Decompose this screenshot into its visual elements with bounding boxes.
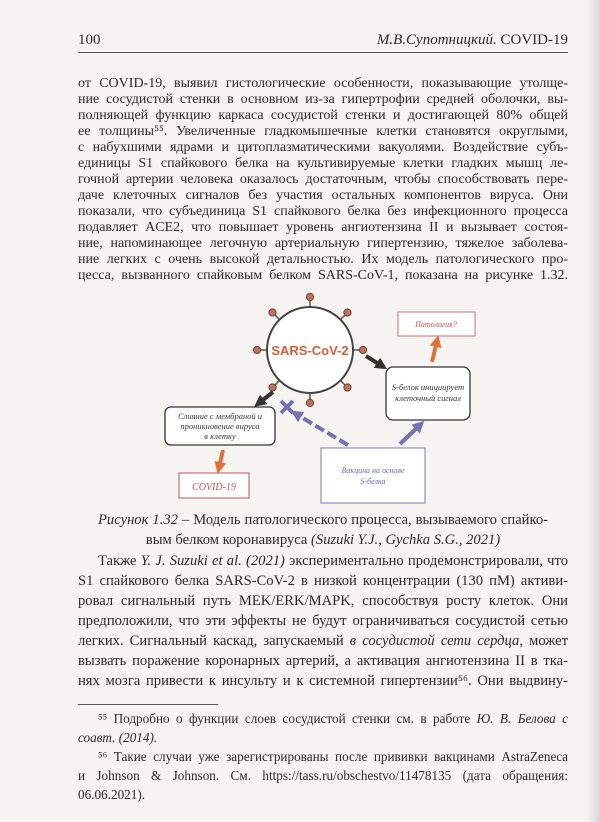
box-fusion-line-1: Слияние с мембраной и	[177, 411, 263, 421]
text: с набухшими ядрами и цитоплазматическими вакуолями. Воздействие субъ-	[78, 140, 568, 155]
text: S1 спайкового белка SARS-CoV-2 в низкой концентрации (130 пМ) активи-	[78, 573, 568, 589]
text: ⁵⁶ Такие случаи уже зарегистрированы после прививки вакцинами AstraZeneca	[98, 749, 568, 764]
arrow-vaccine-to-signal	[400, 425, 420, 444]
text-line	[78, 571, 568, 591]
italic-text: в сосудистой сети сердца	[349, 633, 520, 649]
text: экспериментально продемонстрировали, что	[284, 553, 568, 569]
spike-head	[344, 309, 351, 316]
text-line	[78, 591, 568, 611]
text: цесса, вызванного спайковым белком SARS-CoV-1, показана на рисунке 1.32.	[78, 268, 568, 283]
spike-head	[359, 346, 366, 353]
arrow-signal-to-pathology	[432, 341, 437, 362]
text: полняющей функцию каркаса сосудистой стенки и достигающей 80% общей	[78, 108, 568, 123]
text-line	[78, 728, 568, 747]
block-x-icon	[281, 401, 293, 413]
text-line	[78, 766, 568, 785]
text: ⁵⁵ Подробно о функции слоев сосудистой стенки см. в работе	[98, 711, 477, 726]
text: ее толщины⁵⁵. Увеличенные гладкомышечные клетки становятся округлыми,	[78, 124, 568, 139]
running-title-author: М.В.Супотницкий.	[376, 32, 497, 48]
text: подавляет ACE2, что повышает уровень ангиотензина II и вызывает состоя-	[78, 220, 568, 235]
text: вым белком коронавируса	[145, 532, 312, 548]
text: предположили, что эти эффекты не будут ограничиваться сосудистой сетью	[78, 613, 568, 629]
text: гочной артерии человека оказалось достаточным, чтобы способствовать пере-	[78, 172, 568, 187]
figure-caption	[78, 510, 568, 550]
text-line	[98, 530, 548, 550]
text: ние легких с очень высокой детальностью. Их модель патологического про-	[78, 252, 568, 267]
spike-head	[253, 346, 260, 353]
text: , может	[519, 633, 568, 649]
italic-text: Рисунок 1.32	[98, 512, 178, 528]
box-signal-line-1: S-белок инициирует	[391, 382, 465, 392]
text: Также	[98, 553, 141, 569]
italic-text: Y. J. Suzuki et al. (2021)	[140, 553, 285, 569]
text: ровал сигнальный путь MEK/ERK/MAPK, способствуя росту клеток. Они	[78, 593, 568, 609]
text-line	[78, 551, 568, 571]
text: – Модель патологического процесса, вызываемого спайко-	[177, 512, 548, 528]
text: нях мозга привести к инсульту и к системной гипертензии⁵⁶. Они выдвину-	[78, 673, 568, 689]
spike-head	[306, 293, 313, 300]
box-vaccine-line-1: Вакцина на основе	[341, 466, 405, 475]
text-line	[98, 510, 548, 530]
text-line	[78, 651, 568, 671]
text: от COVID-19, выявил гистологические особенности, показывающие утолще-	[78, 76, 568, 91]
arrow-vaccine-to-block	[296, 414, 348, 445]
box-covid-label: COVID-19	[192, 482, 236, 493]
italic-text: Ю. В. Белова с	[476, 711, 568, 726]
text-line	[78, 631, 568, 651]
text: вызвать поражение коронарных артерий, а активация ангиотензина II в тка-	[78, 653, 568, 669]
text: показали, что субъединица S1 спайкового белка без инфекционного процесса	[78, 204, 568, 219]
arrow-virus-to-fusion	[259, 392, 273, 403]
spike-head	[306, 399, 313, 406]
running-title-book: COVID-19	[500, 32, 568, 48]
box-fusion-line-3: в клетку	[204, 431, 236, 441]
text-line	[78, 611, 568, 631]
text: и Johnson & Johnson. См. https://tass.ru/obschestvo/11478135 (дата обращения:	[78, 768, 568, 783]
box-vaccine	[321, 448, 425, 503]
spike-head	[344, 384, 351, 391]
box-vaccine-line-2: S-белка	[360, 477, 386, 486]
text: ние, напоминающее легочную артериальную гипертензию, тяжелое заболева-	[78, 236, 568, 251]
box-signal-line-2: клеточный сигнал	[395, 393, 461, 403]
text: легких. Сигнальный каскад, запускаемый	[78, 633, 350, 649]
box-pathology-label: Патология?	[415, 320, 457, 329]
text-line	[78, 709, 568, 728]
arrow-fusion-to-covid	[219, 450, 223, 468]
spike-head	[269, 309, 276, 316]
box-fusion-line-2: проникновение вируса	[180, 421, 260, 431]
body-paragraph-2	[78, 551, 568, 691]
page-number: 100	[78, 32, 101, 48]
text: даче клеточных сигналов без участия остальных компонентов вируса. Они	[78, 188, 568, 203]
text-line	[78, 747, 568, 766]
text-line	[78, 671, 568, 691]
text-line	[78, 785, 568, 804]
footnotes	[78, 709, 568, 804]
spike-head	[269, 384, 276, 391]
text: единицы S1 спайкового белка на культивируемые клетки гладких мышц ле-	[78, 156, 568, 171]
arrow-virus-to-signal	[366, 356, 382, 366]
virus-label: SARS-CoV-2	[271, 343, 349, 358]
text: 06.06.2021).	[78, 787, 146, 802]
italic-text: соавт. (2014).	[78, 730, 158, 745]
italic-text: (Suzuki Y.J., Gychka S.G., 2021)	[311, 532, 501, 548]
footnote-rule	[78, 704, 218, 705]
text: ние сосудистой стенки в основном из-за гипертрофии средней оболочки, вы-	[78, 92, 568, 107]
